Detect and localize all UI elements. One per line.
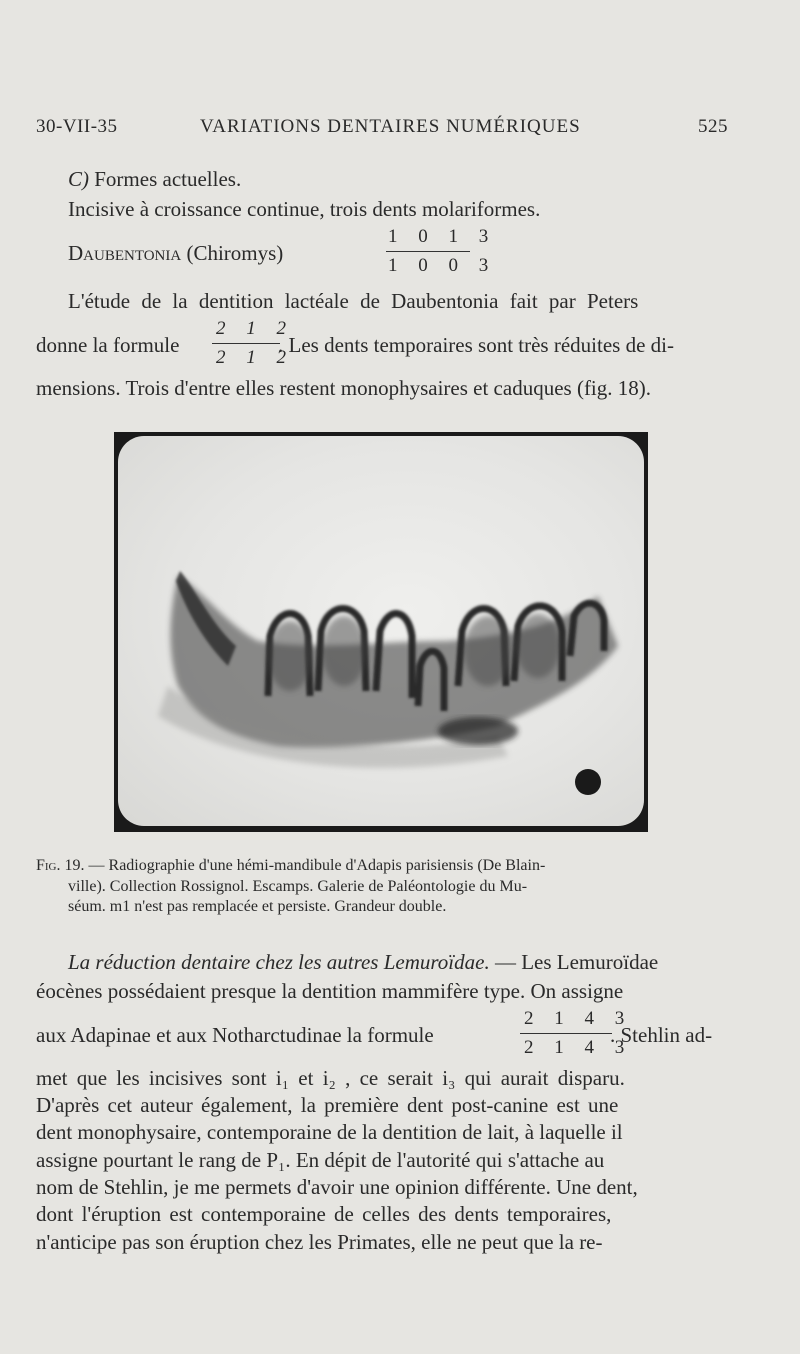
- genus-line: [68, 240, 283, 267]
- section-heading: [68, 166, 241, 193]
- formula-numerator: 2 1 4 3: [524, 1008, 633, 1029]
- formula-denominator: 1 0 0 3: [388, 255, 497, 276]
- paragraph-line: assigne pourtant le rang de P₁. En dépit de l'autorité qui s'attache au: [36, 1148, 605, 1172]
- paragraph-line: n'anticipe pas son éruption chez les Primates, elle ne peut que la re-: [36, 1230, 603, 1254]
- figure-label: Fig. 19.: [36, 857, 85, 874]
- formula-denominator: 2 1 4 3: [524, 1037, 633, 1058]
- formula-bar: [386, 251, 470, 252]
- section-label: C): [68, 167, 89, 191]
- paragraph-text: — Les Lemuroïdae: [489, 950, 659, 974]
- formula-numerator: 1 0 1 3: [388, 226, 497, 247]
- paragraph-line: nom de Stehlin, je me permets d'avoir une opinion différente. Une dent,: [36, 1175, 638, 1199]
- paragraph-line-after-formula: . Stehlin ad-: [610, 1023, 713, 1047]
- subsection-heading: La réduction dentaire chez les autres Lemuroïdae.: [68, 950, 490, 974]
- formula-denominator: 2 1 2: [216, 347, 294, 368]
- paragraph-line: met que les incisives sont i₁ et i₂ , ce serait i₃ qui aurait disparu.: [36, 1066, 625, 1090]
- paragraph-line: dent monophysaire, contemporaine de la dentition de lait, à laquelle il: [36, 1120, 623, 1144]
- page-number: 525: [698, 116, 728, 137]
- mandible-radiograph-image: [118, 436, 644, 826]
- running-date: 30-VII-35: [36, 116, 118, 137]
- figure-caption-line: séum. m1 n'est pas remplacée et persiste. Grandeur double.: [68, 898, 447, 915]
- formula-bar: [520, 1033, 612, 1034]
- genus-name: Daubentonia: [68, 241, 182, 265]
- paragraph-line: L'étude de la dentition lactéale de Daubentonia fait par Peters: [68, 289, 639, 313]
- section-line: Incisive à croissance continue, trois dents molariformes.: [68, 197, 541, 221]
- figure-caption-line: [36, 856, 545, 875]
- running-title: VARIATIONS DENTAIRES NUMÉRIQUES: [200, 116, 581, 137]
- figure-caption-text: — Radiographie d'une hémi-mandibule d'Adapis parisiensis (De Blain-: [88, 857, 546, 874]
- paragraph-line-before-formula: donne la formule: [36, 333, 180, 357]
- paragraph-line: mensions. Trois d'entre elles restent monophysaires et caduques (fig. 18).: [36, 376, 652, 400]
- figure-caption-line: ville). Collection Rossignol. Escamps. Galerie de Paléontologie du Mu-: [68, 878, 528, 895]
- formula-bar: [212, 343, 280, 344]
- section-heading-text: Formes actuelles.: [94, 167, 242, 191]
- formula-numerator: 2 1 2: [216, 318, 294, 339]
- radiograph-figure: [114, 432, 648, 832]
- radiograph-plate: [118, 436, 644, 826]
- paragraph-line: D'après cet auteur également, la première dent post-canine est une: [36, 1093, 619, 1117]
- paragraph-line: [68, 949, 658, 976]
- paragraph-line-after-formula: . Les dents temporaires sont très réduites de di-: [278, 333, 674, 357]
- genus-alt-name: (Chiromys): [186, 241, 284, 265]
- paragraph-line-before-formula: aux Adapinae et aux Notharctudinae la formule: [36, 1023, 434, 1047]
- paragraph-line: éocènes possédaient presque la dentition mammifère type. On assigne: [36, 979, 624, 1003]
- reference-dot: [575, 769, 601, 795]
- paragraph-line: dont l'éruption est contemporaine de celles des dents temporaires,: [36, 1202, 612, 1226]
